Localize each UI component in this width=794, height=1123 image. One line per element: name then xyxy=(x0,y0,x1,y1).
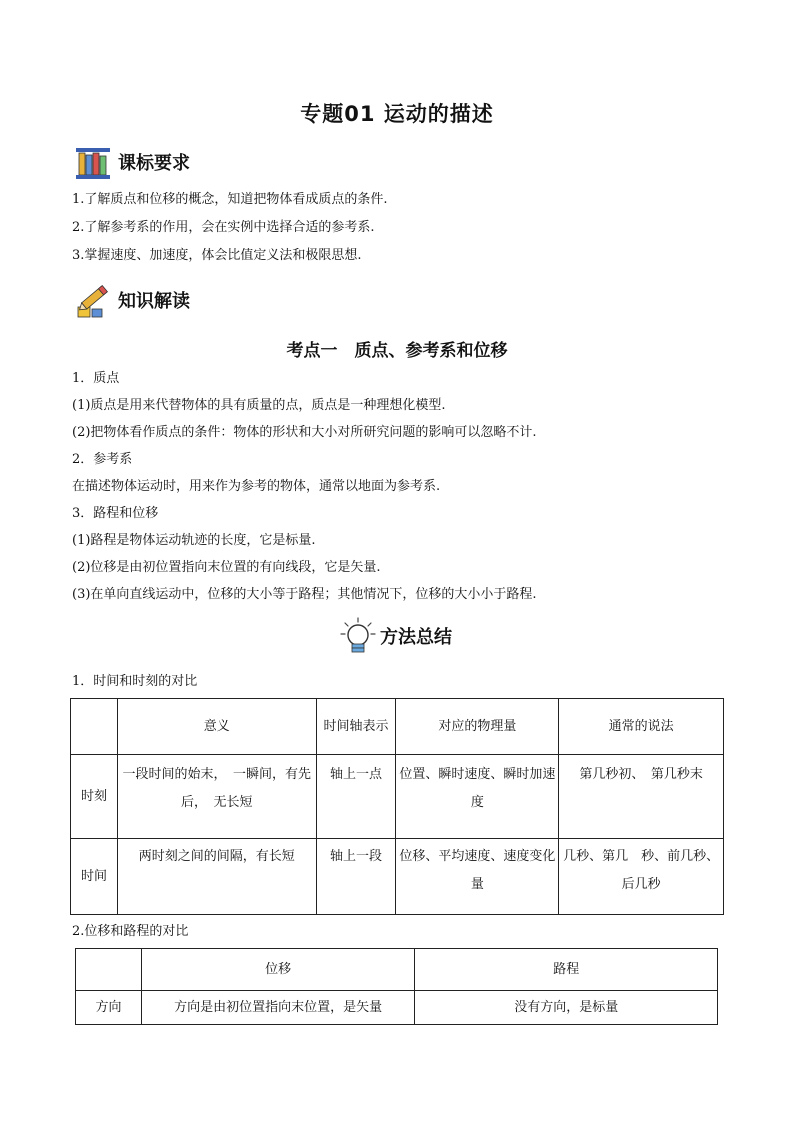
table-header-cell: 位移 xyxy=(141,949,415,991)
table-cell: 轴上一段 xyxy=(316,839,396,915)
requirement-line: 1.了解质点和位移的概念，知道把物体看成质点的条件. xyxy=(72,192,388,207)
table1-caption: 1．时间和时刻的对比 xyxy=(72,674,198,689)
table-header-row xyxy=(76,949,718,991)
table-cell: 方向 xyxy=(76,991,142,1025)
table2-caption: 2.位移和路程的对比 xyxy=(72,924,189,939)
table-header-cell: 意义 xyxy=(117,699,316,755)
table-cell: 没有方向，是标量 xyxy=(415,991,718,1025)
knowledge-line: (1)质点是用来代替物体的具有质量的点，质点是一种理想化模型. xyxy=(72,398,446,413)
displacement-path-table xyxy=(75,948,718,1025)
table-row xyxy=(76,991,718,1025)
table-row xyxy=(71,839,724,915)
knowledge-line: 1．质点 xyxy=(72,371,120,386)
table-cell: 时间 xyxy=(71,839,118,915)
time-moment-table xyxy=(70,698,724,915)
knowledge-line: 在描述物体运动时，用来作为参考的物体，通常以地面为参考系. xyxy=(72,479,441,494)
table-header-cell: 对应的物理量 xyxy=(396,699,559,755)
knowledge-line: (2)把物体看作质点的条件：物体的形状和大小对所研究问题的影响可以忽略不计. xyxy=(72,425,537,440)
lightbulb-icon xyxy=(340,617,376,655)
table-cell: 一段时间的始末， 一瞬间，有先后， 无长短 xyxy=(117,755,316,839)
table-cell: 第几秒初、 第几秒末 xyxy=(559,755,724,839)
table-cell: 位移、平均速度、速度变化量 xyxy=(396,839,559,915)
section-label-zhishi: 知识解读 xyxy=(118,291,190,312)
requirement-line: 2.了解参考系的作用，会在实例中选择合适的参考系. xyxy=(72,220,375,235)
table-cell: 方向是由初位置指向末位置，是矢量 xyxy=(141,991,415,1025)
table-cell: 几秒、第几 秒、前几秒、后几秒 xyxy=(559,839,724,915)
table-cell: 轴上一点 xyxy=(316,755,396,839)
table-header-cell: 通常的说法 xyxy=(559,699,724,755)
kaodian-title: 考点一 质点、参考系和位移 xyxy=(286,341,508,361)
table-header-cell xyxy=(71,699,118,755)
knowledge-line: 2．参考系 xyxy=(72,452,133,467)
table-header-row xyxy=(71,699,724,755)
knowledge-line: (2)位移是由初位置指向末位置的有向线段，它是矢量. xyxy=(72,560,381,575)
table-cell: 位置、瞬时速度、瞬时加速度 xyxy=(396,755,559,839)
requirement-line: 3.掌握速度、加速度，体会比值定义法和极限思想. xyxy=(72,248,362,263)
table-header-cell: 路程 xyxy=(415,949,718,991)
section-heading-fangfa xyxy=(340,617,452,655)
table-cell: 两时刻之间的间隔，有长短 xyxy=(117,839,316,915)
knowledge-line: (1)路程是物体运动轨迹的长度，它是标量. xyxy=(72,533,316,548)
books-icon xyxy=(74,143,114,181)
pencil-icon xyxy=(74,281,114,319)
table-header-cell: 时间轴表示 xyxy=(316,699,396,755)
knowledge-line: (3)在单向直线运动中，位移的大小等于路程；其他情况下，位移的大小小于路程. xyxy=(72,587,537,602)
page-title: 专题01 运动的描述 xyxy=(300,102,494,126)
section-heading-zhishi xyxy=(74,281,190,319)
section-heading-kebiao xyxy=(74,143,190,181)
section-label-kebiao: 课标要求 xyxy=(118,153,190,174)
table-row xyxy=(71,755,724,839)
section-label-fangfa: 方法总结 xyxy=(380,627,452,648)
knowledge-line: 3．路程和位移 xyxy=(72,506,159,521)
table-header-cell xyxy=(76,949,142,991)
table-cell: 时刻 xyxy=(71,755,118,839)
